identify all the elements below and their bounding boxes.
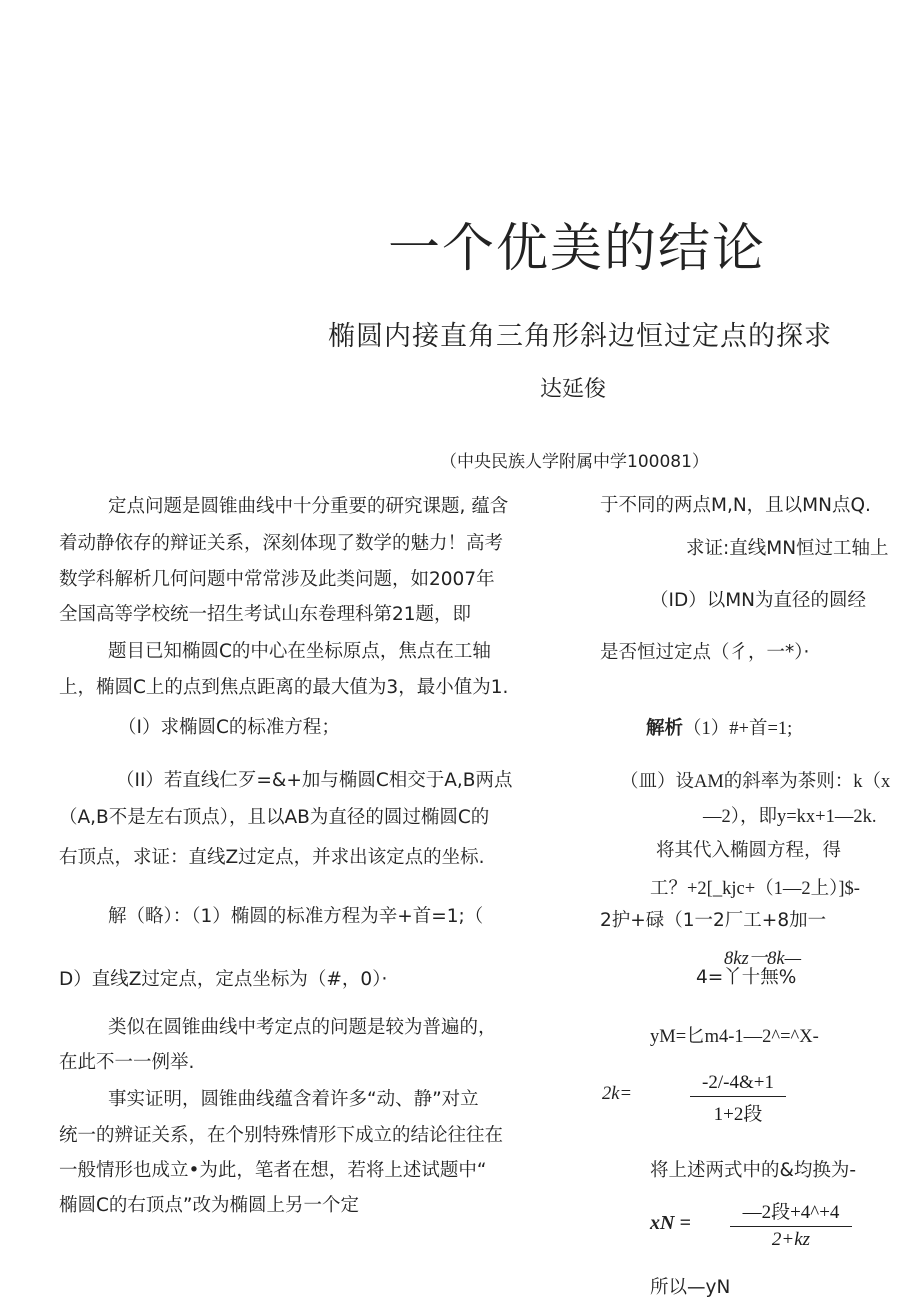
text-line: yM=匕m4-1—2^=^X- [650, 1027, 819, 1047]
analysis-label: 解析 [646, 718, 684, 739]
fraction-denominator: 2+kz [771, 1229, 811, 1250]
text-line: 2护+碌（1一2厂工+8加一 [600, 910, 827, 931]
text-line: 于不同的两点M,N，且以MN点Q. [600, 495, 871, 516]
formula-denominator: 4=丫十無% [696, 967, 797, 988]
text-line: 将上述两式中的&均换为- [650, 1160, 857, 1181]
text-line: 定点问题是圆锥曲线中十分重要的研究课题, 蕴含 [108, 496, 509, 517]
page-title: 一个优美的结论 [388, 219, 767, 279]
text-line: 工？+2[_kjc+（1—2上）]$- [650, 879, 860, 899]
text-line: 全国高等学校统一招生考试山东卷理科第21题，即 [59, 604, 472, 625]
text-line: 解（略）：（1）椭圆的标准方程为辛+首=1;（ [108, 906, 484, 927]
fraction-denominator: 1+2段 [713, 1104, 763, 1125]
text-line: 统一的辨证关系，在个别特殊情形下成立的结论往往在 [59, 1125, 504, 1146]
text-line: （ID）以MN为直径的圆经 [650, 590, 867, 611]
text-line: 所以—yN [650, 1277, 731, 1298]
text-line: （A,B不是左右顶点），且以AB为直径的圆过椭圆C的 [59, 807, 490, 828]
text-line: 上，椭圆C上的点到焦点距离的最大值为3，最小值为1. [59, 677, 509, 698]
text-line: 将其代入椭圆方程，得 [656, 840, 842, 861]
text-line: 题目已知椭圆C的中心在坐标原点，焦点在工轴 [108, 641, 491, 662]
text-line: 一般情形也成立•为此，笔者在想，若将上述试题中“ [59, 1160, 487, 1181]
text-line: 椭圆C的右顶点”改为椭圆上另一个定 [59, 1195, 360, 1216]
text-line: （I）求椭圆C的标准方程； [118, 717, 340, 738]
text-line: 数学科解析几何问题中常常涉及此类问题，如2007年 [59, 569, 495, 590]
text-line: （II）若直线仁歹=&+加与椭圆C相交于A,B两点 [116, 770, 513, 791]
text-line: 着动静依存的辩证关系，深刻体现了数学的魅力！高考 [59, 533, 504, 554]
text-line: 事实证明，圆锥曲线蕴含着许多“动、静”对立 [108, 1089, 479, 1110]
fraction-xn [730, 1197, 852, 1251]
text-line: 类似在圆锥曲线中考定点的问题是较为普遍的， [108, 1017, 497, 1038]
fraction-numerator: -2/-4&+1 [702, 1072, 774, 1093]
text-line: 在此不一一例举. [59, 1052, 195, 1073]
text-line [646, 714, 792, 740]
fraction-numerator: —2段+4^+4 [742, 1202, 840, 1223]
formula-label: 2k= [602, 1084, 632, 1104]
author-affiliation: （中央民族人学附属中学100081） [440, 452, 709, 472]
text-line: D）直线Z过定点，定点坐标为（#，0）· [59, 969, 388, 990]
text-line: 右顶点，求证：直线Z过定点，并求出该定点的坐标. [59, 847, 485, 868]
formula-numerator: 8kz一8k— [724, 949, 802, 969]
text-line: （皿）设AM的斜率为茶则：k（x [620, 772, 891, 792]
text-line: 是否恒过定点（彳，一*）· [600, 642, 810, 663]
analysis-equation: （1）#+首=1; [683, 719, 793, 739]
author-name: 达延俊 [540, 377, 607, 402]
text-line: 求证:直线MN恒过工轴上 [686, 538, 889, 559]
text-line: —2），即y=kx+1—2k. [703, 807, 877, 827]
formula-label: xN = [650, 1212, 691, 1234]
page-subtitle: 椭圆内接直角三角形斜边恒过定点的探求 [328, 321, 832, 352]
fraction-2k [690, 1072, 786, 1126]
